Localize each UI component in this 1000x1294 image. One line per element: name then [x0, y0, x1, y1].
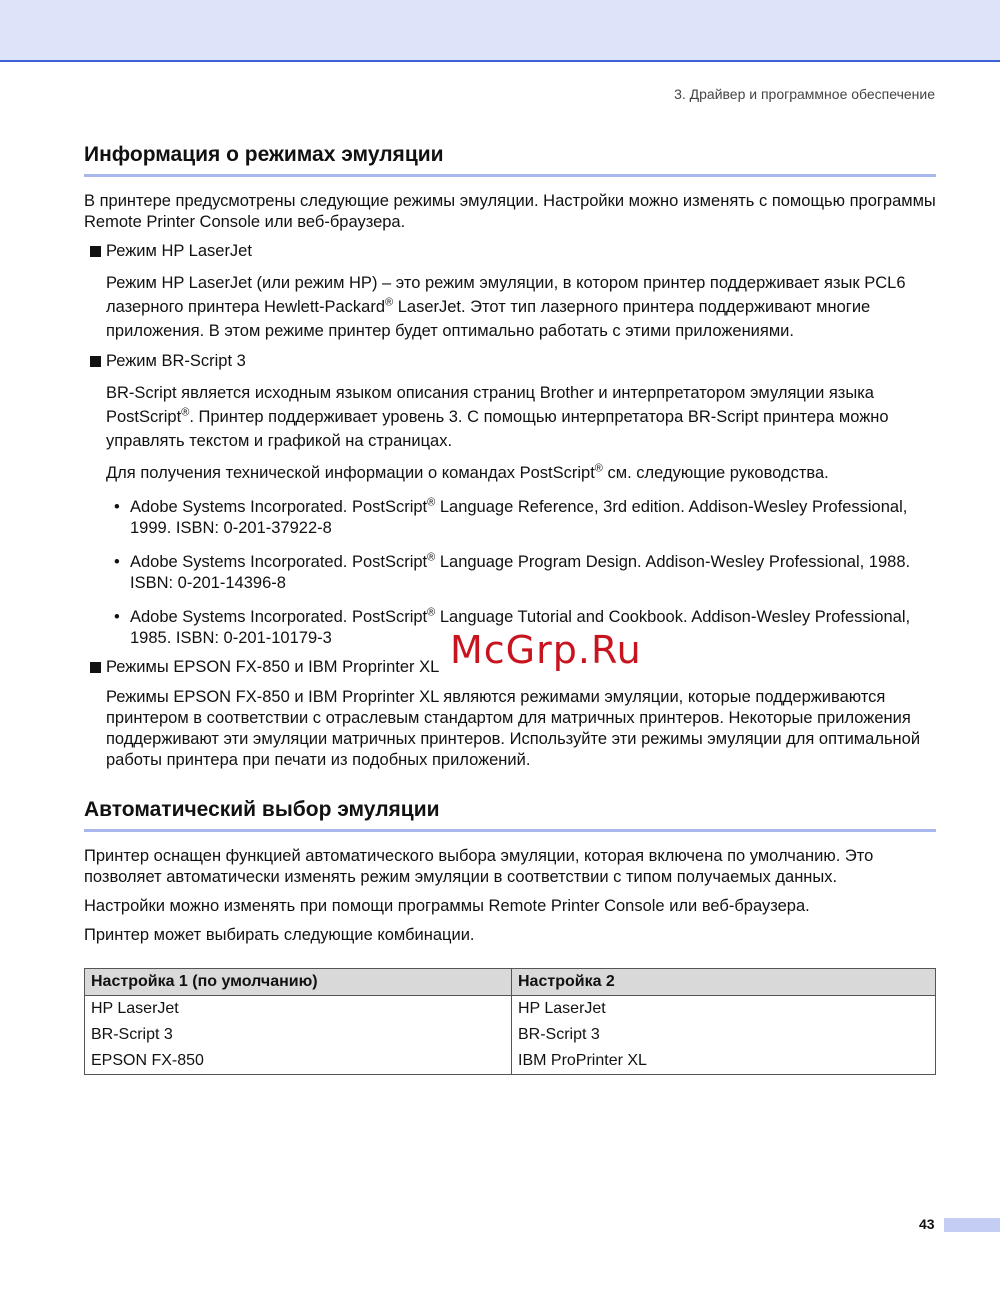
auto-paragraph-3: Принтер может выбирать следующие комбинации.: [84, 926, 475, 944]
auto-paragraph-2: Настройки можно изменять при помощи программы Remote Printer Console или веб-браузера.: [84, 897, 810, 915]
watermark: McGrp.Ru: [450, 628, 642, 672]
br-info: Для получения технической информации о командах PostScript® см. следующие руководства.: [106, 462, 829, 482]
reference-item: • Adobe Systems Incorporated. PostScript® Language Program Design. Addison-Wesley Professional, 1988. ISBN: 0-201-14396-8: [114, 551, 911, 592]
table-cell: IBM ProPrinter XL: [512, 1048, 936, 1075]
table-row: [85, 1048, 936, 1075]
section-emulation-modes: [84, 143, 936, 771]
table-header-cell: Настройка 2: [512, 969, 936, 996]
square-bullet-icon: [90, 356, 101, 367]
table-row: [85, 996, 936, 1023]
bullet-label: Режим BR-Script 3: [106, 352, 246, 370]
auto-paragraph-1: Принтер оснащен функцией автоматического выбора эмуляции, которая включена по умолчанию. Это позволяет автоматически изменять режим эмуляции в соответствии с типом получаемых данных.: [84, 847, 874, 886]
dot-bullet-icon: •: [114, 498, 120, 516]
intro-paragraph: В принтере предусмотрены следующие режимы эмуляции. Настройки можно изменять с помощью программы Remote Printer Console или веб-браузера.: [84, 192, 936, 231]
table-row: [85, 1022, 936, 1048]
bullet-label: Режим HP LaserJet: [106, 242, 252, 260]
section-auto-emulation: [84, 798, 936, 1075]
table-header-cell: Настройка 1 (по умолчанию): [85, 969, 512, 996]
dot-bullet-icon: •: [114, 553, 120, 571]
dot-bullet-icon: •: [114, 608, 120, 626]
page-number: 43: [919, 1216, 935, 1232]
emulation-table: [84, 968, 936, 1075]
bullet-br-script: [84, 351, 936, 372]
table-cell: HP LaserJet: [512, 996, 936, 1023]
header-band: [0, 0, 1000, 62]
table-cell: EPSON FX-850: [85, 1048, 512, 1075]
br-description: BR-Script является исходным языком описания страниц Brother и интерпретатором эмуляции языка PostScript®. Принтер поддерживает уровень 3. С помощью интерпретатора BR-Script принтера можно управлять текстом и графикой на страницах.: [106, 384, 889, 450]
section-title: Информация о режимах эмуляции: [84, 143, 936, 177]
section-title: Автоматический выбор эмуляции: [84, 798, 936, 832]
page-number-bar: [944, 1218, 1000, 1232]
square-bullet-icon: [90, 246, 101, 257]
square-bullet-icon: [90, 662, 101, 673]
bullet-hp-laserjet: [84, 241, 936, 262]
table-cell: HP LaserJet: [85, 996, 512, 1023]
hp-description: Режим HP LaserJet (или режим HP) – это режим эмуляции, в котором принтер поддерживает язык PCL6 лазерного принтера Hewlett-Packard® LaserJet. Этот тип лазерного принтера поддерживают многие приложения. В этом режиме принтер будет оптимально работать с этими приложениями.: [106, 274, 906, 340]
table-header-row: [85, 969, 936, 996]
bullet-label: Режимы EPSON FX-850 и IBM Proprinter XL: [106, 658, 440, 676]
reference-item: • Adobe Systems Incorporated. PostScript® Language Tutorial and Cookbook. Addison-Wesley Professional, 1985. ISBN: 0-201-10179-3: [114, 606, 911, 647]
chapter-title: 3. Драйвер и программное обеспечение: [674, 86, 935, 102]
table-cell: BR-Script 3: [512, 1022, 936, 1048]
epson-description: Режимы EPSON FX-850 и IBM Proprinter XL являются режимами эмуляции, которые поддерживаются принтером в соответствии с отраслевым стандартом для матричных принтеров. Некоторые приложения поддерживают эти эмуляции матричных принтеров. Используйте эти режимы эмуляции для оптимальной работы принтера при печати из подобных приложений.: [106, 688, 921, 769]
table-cell: BR-Script 3: [85, 1022, 512, 1048]
reference-item: • Adobe Systems Incorporated. PostScript® Language Reference, 3rd edition. Addison-Wesley Professional, 1999. ISBN: 0-201-37922-8: [114, 496, 908, 537]
